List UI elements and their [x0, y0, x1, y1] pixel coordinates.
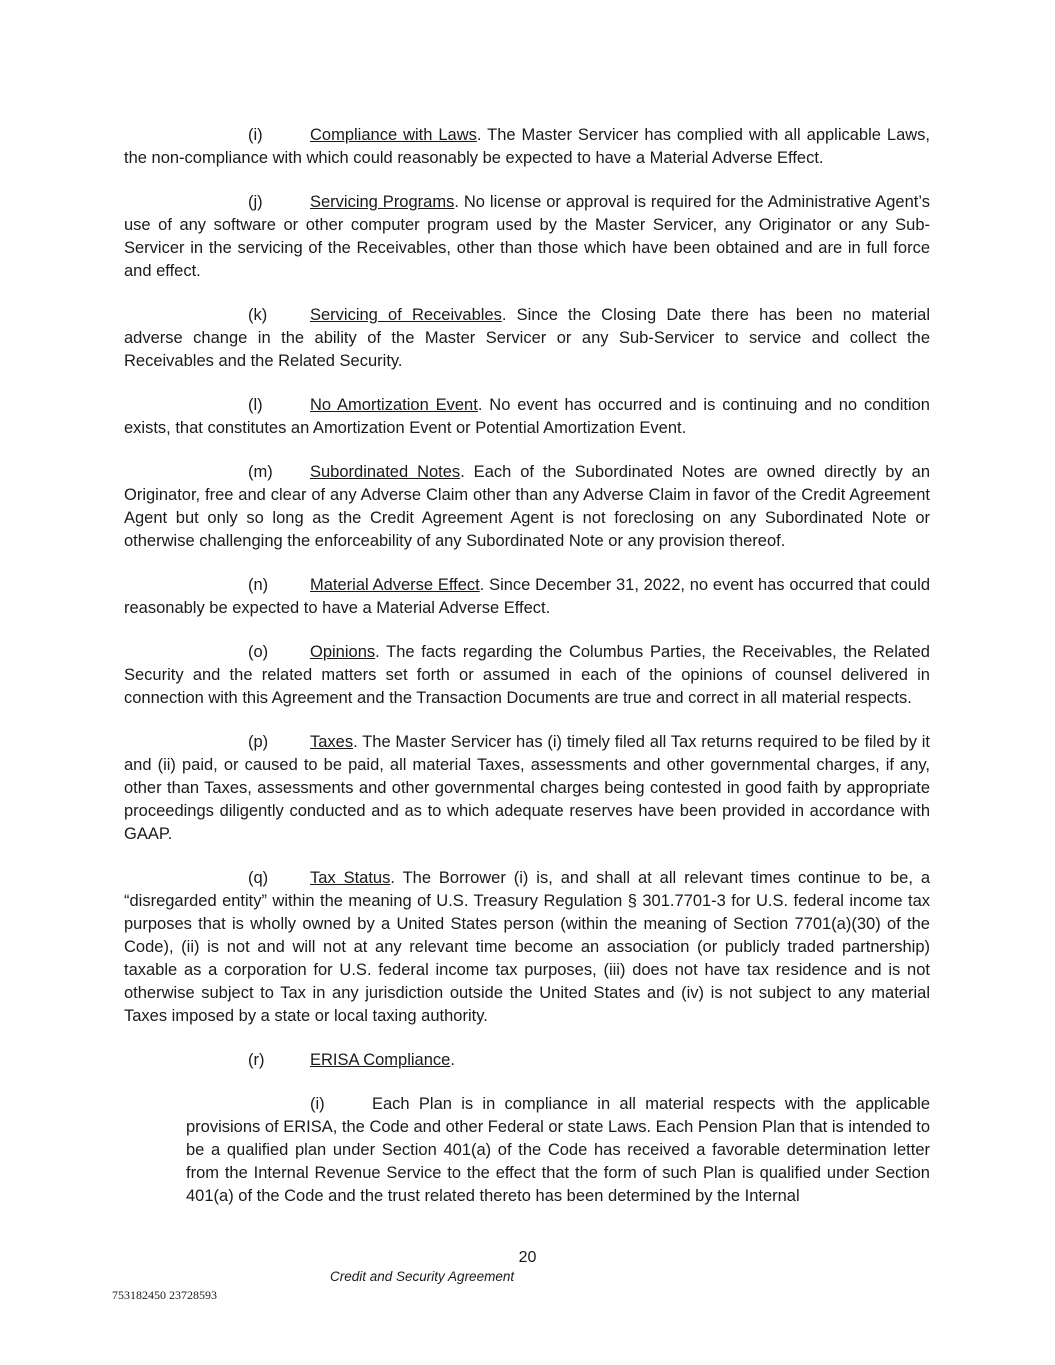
section-label: (l)	[248, 396, 263, 414]
subsection-label: (i)	[310, 1095, 325, 1113]
section-heading: Servicing Programs	[310, 193, 455, 211]
section-heading: Taxes	[310, 733, 354, 751]
section-label: (j)	[248, 193, 263, 211]
section-heading: ERISA Compliance	[310, 1051, 451, 1069]
section-heading: Material Adverse Effect	[310, 576, 480, 594]
section-heading: Compliance with Laws	[310, 126, 477, 144]
section-heading: Servicing of Receivables	[310, 306, 502, 324]
document-body	[124, 124, 930, 1229]
section-label: (o)	[248, 643, 269, 661]
section-body: . No license or approval is required for the Administrative Agent’s use of any software or other computer program used by the Master Servicer, any Originator or any Sub-Servicer in the servicing of the Receivables, other than those which have been obtained and are in full force and effect.	[124, 193, 930, 280]
section-r	[124, 1049, 930, 1072]
section-heading: Opinions	[310, 643, 376, 661]
section-body: . The Master Servicer has (i) timely filed all Tax returns required to be filed by it and (ii) paid, or caused to be paid, all material Taxes, assessments and other governmental charges, if any, other than Taxes, assessments and other governmental charges being contested in good faith by appropriate proceedings diligently conducted and as to which adequate reserves have been provided in accordance with GAAP.	[124, 733, 930, 843]
section-p	[124, 731, 930, 846]
subsection-body: Each Plan is in compliance in all material respects with the applicable provisions of ERISA, the Code and other Federal or state Laws. Each Pension Plan that is intended to be a qualified plan under Section 401(a) of the Code has received a favorable determination letter from the Internal Revenue Service to the effect that the form of such Plan is qualified under Section 401(a) of the Code and the trust related thereto has been determined by the Internal	[186, 1095, 930, 1205]
section-body: . Since the Closing Date there has been no material adverse change in the ability of the Master Servicer or any Sub-Servicer to service and collect the Receivables and the Related Security.	[124, 306, 930, 370]
section-label: (k)	[248, 306, 268, 324]
section-j	[124, 191, 930, 283]
section-q	[124, 867, 930, 1028]
section-heading: Subordinated Notes	[310, 463, 461, 481]
section-body: . Each of the Subordinated Notes are owned directly by an Originator, free and clear of any Adverse Claim other than any Adverse Claim in favor of the Credit Agreement Agent but only so long as the Credit Agreement Agent is not foreclosing on any Subordinated Note or otherwise challenging the enforceability of any Subordinated Note or any provision thereof.	[124, 463, 930, 550]
section-label: (i)	[248, 126, 263, 144]
section-body: . The facts regarding the Columbus Parties, the Receivables, the Related Security and the related matters set forth or assumed in each of the opinions of counsel delivered in connection with this Agreement and the Transaction Documents are true and correct in all material respects.	[124, 643, 930, 707]
section-body: .	[450, 1051, 455, 1069]
section-label: (m)	[248, 463, 273, 481]
section-m	[124, 461, 930, 553]
section-label: (q)	[248, 869, 269, 887]
footer-title: Credit and Security Agreement	[330, 1269, 515, 1284]
section-label: (n)	[248, 576, 269, 594]
section-i	[124, 124, 930, 170]
section-l	[124, 394, 930, 440]
section-heading: Tax Status	[310, 869, 391, 887]
section-k	[124, 304, 930, 373]
section-body: . The Borrower (i) is, and shall at all relevant times continue to be, a “disregarded entity” within the meaning of U.S. Treasury Regulation § 301.7701-3 for U.S. federal income tax purposes that is wholly owned by a United States person (within the meaning of Section 7701(a)(30) of the Code), (ii) is not and will not at any relevant time become an association (or publicly traded partnership) taxable as a corporation for U.S. federal income tax purposes, (iii) does not have tax residence and is not otherwise subject to Tax in any jurisdiction outside the United States and (iv) is not subject to any material Taxes imposed by a state or local taxing authority.	[124, 869, 930, 1025]
page-number: 20	[518, 1249, 537, 1266]
section-label: (p)	[248, 733, 269, 751]
section-body: . No event has occurred and is continuing and no condition exists, that constitutes an Amortization Event or Potential Amortization Event.	[124, 396, 930, 437]
section-o	[124, 641, 930, 710]
section-n	[124, 574, 930, 620]
subsection-r-i	[186, 1093, 930, 1208]
section-label: (r)	[248, 1051, 265, 1069]
section-body: . The Master Servicer has complied with all applicable Laws, the non-compliance with which could reasonably be expected to have a Material Adverse Effect.	[124, 126, 930, 167]
section-body: . Since December 31, 2022, no event has occurred that could reasonably be expected to have a Material Adverse Effect.	[124, 576, 930, 617]
document-id: 753182450 23728593	[112, 1288, 217, 1302]
section-heading: No Amortization Event	[310, 396, 478, 414]
